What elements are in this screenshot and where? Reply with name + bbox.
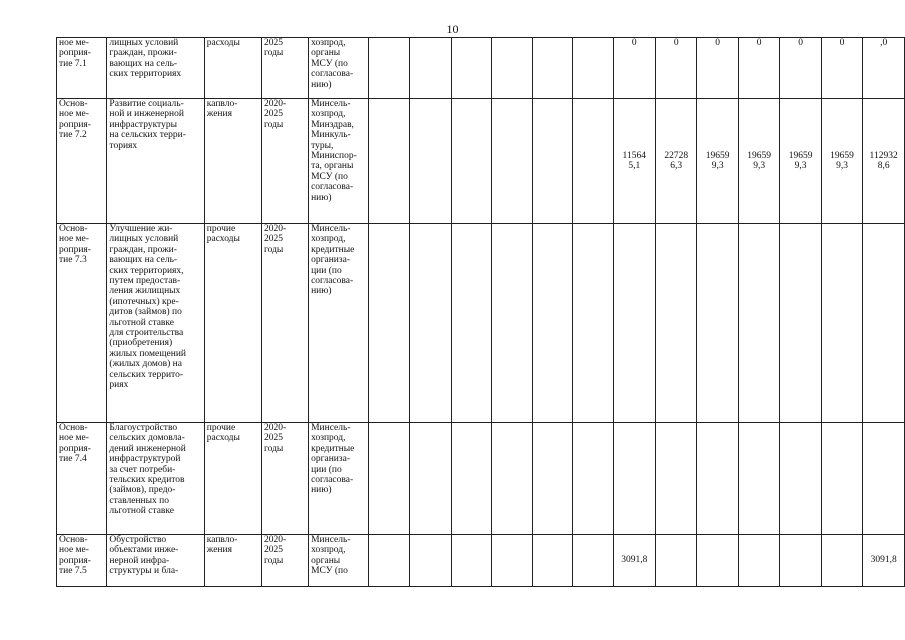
value-line: 6,3 bbox=[670, 161, 683, 171]
value-cell bbox=[780, 38, 821, 99]
cell-line: дений инженерной bbox=[109, 443, 186, 454]
cell-line: годы bbox=[263, 244, 284, 255]
value-line: 19659 bbox=[830, 150, 854, 161]
cell-line: туры, bbox=[311, 140, 334, 151]
value-cell bbox=[863, 224, 905, 423]
value-cell bbox=[863, 535, 905, 587]
empty-cell bbox=[368, 423, 409, 535]
empty-cell bbox=[532, 38, 572, 99]
value-cell bbox=[738, 38, 779, 99]
cell-line: МСУ (по bbox=[311, 58, 348, 69]
event-name-cell bbox=[107, 224, 204, 423]
cell-line: ной и инженерной bbox=[109, 109, 184, 120]
cell-line: хозпрод, bbox=[311, 234, 346, 245]
value-cell bbox=[697, 423, 738, 535]
expense-type-cell bbox=[204, 224, 261, 423]
cell-line: ное ме- bbox=[59, 38, 89, 48]
cell-line: ное ме- bbox=[59, 433, 89, 444]
cell-line: Минсель- bbox=[311, 423, 351, 433]
cell-line: МСУ (по bbox=[311, 566, 348, 577]
cell-line: сельских террито- bbox=[109, 369, 183, 380]
empty-cell bbox=[573, 38, 613, 99]
empty-cell bbox=[492, 38, 532, 99]
cell-line: та, органы bbox=[311, 161, 354, 172]
expense-type-cell bbox=[204, 423, 261, 535]
cell-line: 2025 bbox=[263, 234, 283, 245]
cell-line: согласова- bbox=[311, 182, 354, 193]
executor-cell bbox=[309, 423, 369, 535]
cell-line: организа- bbox=[311, 255, 350, 266]
executor-cell bbox=[309, 535, 369, 587]
cell-line: хозпрод, bbox=[311, 109, 346, 120]
empty-cell bbox=[368, 99, 409, 224]
page-number: 10 bbox=[446, 22, 459, 36]
cell-line: тельских кредитов bbox=[109, 475, 185, 486]
table-row bbox=[57, 99, 905, 224]
cell-line: организа- bbox=[311, 454, 350, 465]
empty-cell bbox=[492, 535, 532, 587]
cell-line: льготной ставке bbox=[109, 317, 175, 328]
value-cell bbox=[821, 99, 862, 224]
value-cell bbox=[780, 423, 821, 535]
empty-cell bbox=[368, 535, 409, 587]
cell-line: ториях bbox=[109, 140, 138, 151]
cell-line: 2020- bbox=[263, 423, 287, 433]
event-cell bbox=[57, 38, 107, 99]
cell-line: 2025 bbox=[263, 109, 283, 120]
value-cell bbox=[821, 423, 862, 535]
value-cell bbox=[738, 423, 779, 535]
empty-cell bbox=[368, 38, 409, 99]
cell-line: прочие bbox=[206, 224, 236, 234]
value-line: 0 bbox=[756, 38, 762, 48]
executor-cell bbox=[309, 99, 369, 224]
value-line: 9,3 bbox=[794, 161, 807, 171]
cell-line: ное ме- bbox=[59, 234, 89, 245]
cell-line: риях bbox=[109, 380, 129, 391]
cell-line: 2020- bbox=[263, 535, 287, 545]
value-line: 0 bbox=[631, 38, 637, 48]
value-cell bbox=[821, 535, 862, 587]
cell-line: объектами инже- bbox=[109, 545, 179, 556]
cell-line: ное ме- bbox=[59, 109, 89, 120]
cell-line: годы bbox=[263, 555, 284, 566]
cell-line: хозпрод, bbox=[311, 545, 346, 556]
value-cell bbox=[697, 224, 738, 423]
value-cell bbox=[780, 535, 821, 587]
empty-cell bbox=[573, 224, 613, 423]
cell-line: нию) bbox=[311, 485, 332, 496]
cell-line: ное ме- bbox=[59, 545, 89, 556]
value-cell bbox=[697, 38, 738, 99]
value-cell bbox=[780, 224, 821, 423]
cell-line: Минсель- bbox=[311, 535, 351, 545]
cell-line: нию) bbox=[311, 192, 332, 203]
cell-line: роприя- bbox=[59, 244, 91, 255]
executor-cell bbox=[309, 38, 369, 99]
cell-line: Минздрав, bbox=[311, 119, 354, 130]
cell-line: ставленных по bbox=[109, 495, 169, 506]
empty-cell bbox=[410, 224, 451, 423]
cell-line: граждан, прожи- bbox=[109, 244, 177, 255]
empty-cell bbox=[451, 224, 491, 423]
years-cell bbox=[261, 423, 308, 535]
value-cell bbox=[656, 99, 697, 224]
value-line: 5,1 bbox=[628, 161, 641, 171]
cell-line: (ипотечных) кре- bbox=[109, 296, 179, 307]
executor-cell bbox=[309, 224, 369, 423]
cell-line: МСУ (по bbox=[311, 171, 348, 182]
cell-line: 2020- bbox=[263, 99, 287, 109]
cell-line: Основ- bbox=[59, 224, 88, 234]
cell-line: на сельских терри- bbox=[109, 130, 186, 141]
event-cell bbox=[57, 423, 107, 535]
empty-cell bbox=[532, 99, 572, 224]
cell-line: расходы bbox=[206, 234, 240, 245]
cell-line: тие 7.1 bbox=[59, 58, 87, 69]
empty-cell bbox=[532, 535, 572, 587]
value-cell bbox=[821, 224, 862, 423]
cell-line: вающих на сель- bbox=[109, 255, 178, 266]
cell-line: 2025 bbox=[263, 545, 283, 556]
empty-cell bbox=[573, 99, 613, 224]
table-row bbox=[57, 38, 905, 99]
cell-line: граждан, прожи- bbox=[109, 48, 177, 59]
cell-line: расходы bbox=[206, 38, 240, 48]
empty-cell bbox=[451, 38, 491, 99]
cell-line: прочие bbox=[206, 423, 236, 433]
cell-line: капвло- bbox=[206, 99, 238, 109]
cell-line: роприя- bbox=[59, 48, 91, 59]
cell-line: 2025 bbox=[263, 38, 283, 48]
years-cell bbox=[261, 535, 308, 587]
cell-line: годы bbox=[263, 48, 284, 59]
cell-line: инфраструктуры bbox=[109, 119, 177, 130]
empty-cell bbox=[410, 423, 451, 535]
cell-line: расходы bbox=[206, 433, 240, 444]
cell-line: льготной ставке bbox=[109, 506, 175, 517]
years-cell bbox=[261, 224, 308, 423]
empty-cell bbox=[532, 423, 572, 535]
expense-type-cell bbox=[204, 99, 261, 224]
cell-line: тие 7.3 bbox=[59, 255, 87, 266]
years-cell bbox=[261, 99, 308, 224]
empty-cell bbox=[573, 535, 613, 587]
cell-line: структуры и бла- bbox=[109, 566, 179, 577]
empty-cell bbox=[451, 423, 491, 535]
cell-line: Минсель- bbox=[311, 224, 351, 234]
table-row bbox=[57, 224, 905, 423]
cell-line: 2025 bbox=[263, 433, 283, 444]
event-cell bbox=[57, 99, 107, 224]
cell-line: сельских домовла- bbox=[109, 433, 185, 444]
value-cell bbox=[863, 99, 905, 224]
cell-line: Обустройство bbox=[109, 535, 167, 545]
value-line: 112932 bbox=[869, 150, 898, 161]
cell-line: Минсель- bbox=[311, 99, 351, 109]
value-line: 0 bbox=[839, 38, 845, 48]
value-cell bbox=[738, 535, 779, 587]
value-line: 19659 bbox=[705, 150, 730, 161]
cell-line: органы bbox=[311, 48, 341, 59]
event-cell bbox=[57, 535, 107, 587]
cell-line: путем предостав- bbox=[109, 276, 181, 287]
cell-line: хозпрод, bbox=[311, 38, 346, 48]
value-cell bbox=[738, 99, 779, 224]
cell-line: для строительства bbox=[109, 328, 184, 339]
cell-line: годы bbox=[263, 119, 284, 130]
value-cell bbox=[697, 99, 738, 224]
value-line: 0 bbox=[673, 38, 679, 48]
cell-line: жения bbox=[206, 545, 232, 556]
cell-line: ции (по bbox=[311, 464, 342, 475]
value-line: 0 bbox=[715, 38, 721, 48]
cell-line: Развитие социаль- bbox=[109, 99, 184, 109]
value-cell bbox=[613, 535, 656, 587]
empty-cell bbox=[410, 38, 451, 99]
cell-line: 2020- bbox=[263, 224, 287, 234]
cell-line: годы bbox=[263, 443, 284, 454]
value-cell bbox=[863, 38, 905, 99]
cell-line: ции (по bbox=[311, 265, 342, 276]
cell-line: согласова- bbox=[311, 69, 354, 80]
value-cell bbox=[656, 38, 697, 99]
cell-line: Улучшение жи- bbox=[109, 224, 173, 234]
event-name-cell bbox=[107, 423, 204, 535]
cell-line: лищных условий bbox=[109, 38, 179, 48]
years-cell bbox=[261, 38, 308, 99]
cell-line: нию) bbox=[311, 79, 332, 90]
empty-cell bbox=[492, 423, 532, 535]
value-cell bbox=[613, 99, 656, 224]
cell-line: ления жилищных bbox=[109, 286, 181, 297]
value-line: 11564 bbox=[622, 150, 646, 161]
table-row bbox=[57, 423, 905, 535]
cell-line: Основ- bbox=[59, 535, 88, 545]
empty-cell bbox=[410, 535, 451, 587]
value-cell bbox=[613, 423, 656, 535]
empty-cell bbox=[492, 224, 532, 423]
cell-line: хозпрод, bbox=[311, 433, 346, 444]
value-line: 3091,8 bbox=[870, 555, 897, 566]
cell-line: кредитные bbox=[311, 244, 355, 255]
cell-line: Благоустройство bbox=[109, 423, 178, 433]
table-row bbox=[57, 535, 905, 587]
cell-line: роприя- bbox=[59, 443, 91, 454]
cell-line: капвло- bbox=[206, 535, 238, 545]
value-line: 8,6 bbox=[877, 161, 890, 171]
cell-line: кредитные bbox=[311, 443, 355, 454]
cell-line: роприя- bbox=[59, 119, 91, 130]
expense-type-cell bbox=[204, 535, 261, 587]
cell-line: роприя- bbox=[59, 555, 91, 566]
event-name-cell bbox=[107, 535, 204, 587]
cell-line: жилых помещений bbox=[109, 348, 186, 359]
program-table bbox=[56, 37, 905, 587]
cell-line: Минкуль- bbox=[311, 130, 351, 141]
empty-cell bbox=[573, 423, 613, 535]
value-line: 3091,8 bbox=[621, 555, 648, 566]
cell-line: согласова- bbox=[311, 276, 354, 287]
cell-line: Основ- bbox=[59, 99, 88, 109]
event-name-cell bbox=[107, 99, 204, 224]
value-cell bbox=[656, 423, 697, 535]
expense-type-cell bbox=[204, 38, 261, 99]
value-cell bbox=[656, 224, 697, 423]
empty-cell bbox=[451, 99, 491, 224]
value-line: ,0 bbox=[880, 38, 888, 48]
cell-line: вающих на сель- bbox=[109, 58, 178, 69]
cell-line: согласова- bbox=[311, 475, 354, 486]
cell-line: нерной инфра- bbox=[109, 555, 170, 566]
cell-line: за счет потреби- bbox=[109, 464, 176, 475]
value-cell bbox=[821, 38, 862, 99]
cell-line: дитов (займов) по bbox=[109, 307, 182, 318]
cell-line: Основ- bbox=[59, 423, 88, 433]
value-cell bbox=[780, 99, 821, 224]
empty-cell bbox=[451, 535, 491, 587]
empty-cell bbox=[368, 224, 409, 423]
value-cell bbox=[738, 224, 779, 423]
cell-line: лищных условий bbox=[109, 234, 179, 245]
cell-line: (жилых домов) на bbox=[109, 359, 182, 370]
cell-line: (займов), предо- bbox=[109, 485, 176, 496]
value-line: 22728 bbox=[664, 150, 689, 161]
value-line: 19659 bbox=[747, 150, 771, 161]
cell-line: жения bbox=[206, 109, 232, 120]
value-cell bbox=[656, 535, 697, 587]
event-cell bbox=[57, 224, 107, 423]
empty-cell bbox=[410, 99, 451, 224]
value-cell bbox=[697, 535, 738, 587]
empty-cell bbox=[492, 99, 532, 224]
cell-line: тие 7.4 bbox=[59, 454, 87, 465]
value-line: 0 bbox=[798, 38, 803, 48]
empty-cell bbox=[532, 224, 572, 423]
value-cell bbox=[613, 38, 656, 99]
cell-line: инфраструктурой bbox=[109, 454, 181, 465]
cell-line: тие 7.2 bbox=[59, 130, 87, 141]
cell-line: Миниспор- bbox=[311, 151, 357, 162]
cell-line: нию) bbox=[311, 286, 332, 297]
cell-line: органы bbox=[311, 555, 341, 566]
value-line: 9,3 bbox=[711, 161, 724, 171]
value-cell bbox=[863, 423, 905, 535]
cell-line: ских территориях, bbox=[109, 265, 184, 276]
value-cell bbox=[613, 224, 656, 423]
value-line: 9,3 bbox=[836, 161, 848, 171]
cell-line: тие 7.5 bbox=[59, 566, 87, 577]
cell-line: (приобретения) bbox=[109, 338, 173, 349]
cell-line: ских территориях bbox=[109, 69, 182, 80]
event-name-cell bbox=[107, 38, 204, 99]
value-line: 9,3 bbox=[753, 161, 766, 171]
value-line: 19659 bbox=[788, 150, 813, 161]
